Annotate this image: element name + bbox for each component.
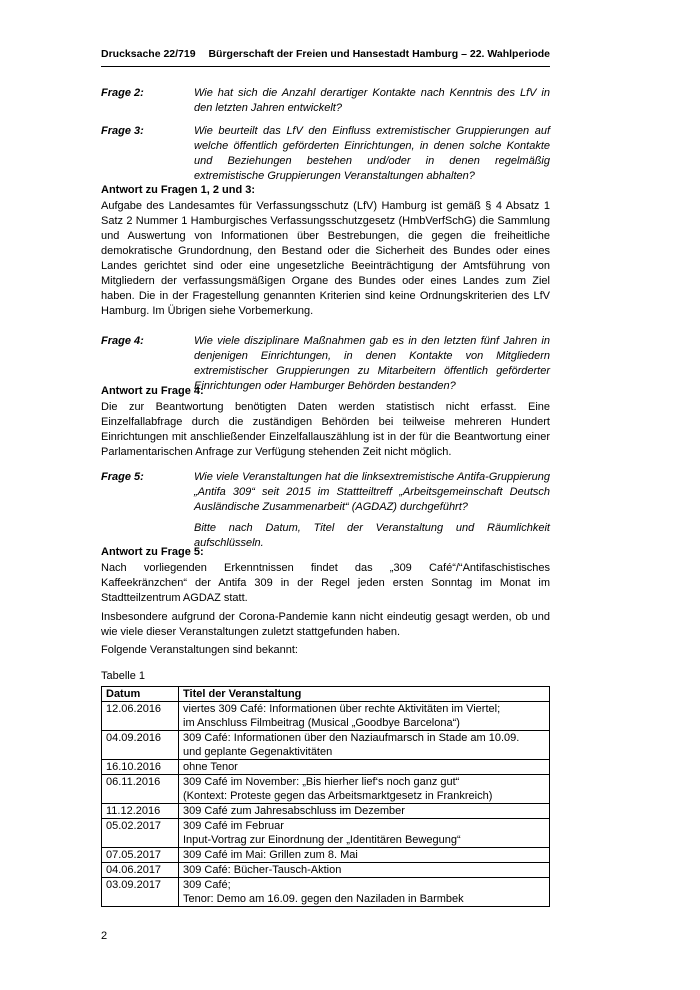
event-date: 04.09.2016 <box>102 731 179 760</box>
event-title: viertes 309 Café: Informationen über rechte Aktivitäten im Viertel; im Anschluss Filmbeitrag (Musical „Goodbye Barcelona“) <box>179 702 550 731</box>
event-title: ohne Tenor <box>179 760 550 775</box>
table-row <box>102 760 550 775</box>
table-caption: Tabelle 1 <box>101 670 146 682</box>
answer-1-3-text: Aufgabe des Landesamtes für Verfassungsschutz (LfV) Hamburg ist gemäß § 4 Absatz 1 Satz 2 Nummer 1 Hamburgisches Verfassungsschutzgesetz (HmbVerfSchG) die Sammlung und Auswertung von Informationen über Bestrebungen, die gegen die freiheitliche demokratische Grundordnung, den Bestand oder die Sicherheit des Bundes oder eines Landes gerichtet sind oder eine ungesetzliche Beeinträchtigung der Amtsführung von Mitgliedern der verfassungsmäßigen Organe des Bundes oder eines Landes zum Ziel haben. Die in der Fragestellung genannten Kriterien sind keine Ordnungskriterien des LfV Hamburg. Im Übrigen siehe Vorbemerkung. <box>101 200 550 317</box>
question-5-label: Frage 5: <box>101 471 144 483</box>
table-header-row <box>102 687 550 702</box>
event-date: 03.09.2017 <box>102 878 179 907</box>
event-date: 12.06.2016 <box>102 702 179 731</box>
event-date: 07.05.2017 <box>102 848 179 863</box>
answer-5-paragraph-2: Insbesondere aufgrund der Corona-Pandemie kann nicht eindeutig gesagt werden, ob und wie viele dieser Veranstaltungen zuletzt stattgefunden haben. <box>101 611 550 638</box>
answer-5-paragraph-3: Folgende Veranstaltungen sind bekannt: <box>101 644 298 656</box>
answer-5-paragraph-1: Nach vorliegenden Erkenntnissen findet das „309 Café“/“Antifaschistisches Kaffeekränzchen“ der Antifa 309 in der Regel jeden ersten Sonntag im Monat im Stadtteilzentrum AGDAZ statt. <box>101 562 550 604</box>
table-row <box>102 863 550 878</box>
column-header-date: Datum <box>102 687 179 702</box>
event-title: 309 Café im Mai: Grillen zum 8. Mai <box>179 848 550 863</box>
events-table <box>101 686 550 907</box>
event-title: 309 Café; Tenor: Demo am 16.09. gegen den Naziladen in Barmbek <box>179 878 550 907</box>
event-date: 11.12.2016 <box>102 804 179 819</box>
question-4-label: Frage 4: <box>101 335 144 347</box>
page-number: 2 <box>101 930 108 942</box>
event-date: 16.10.2016 <box>102 760 179 775</box>
question-3-label: Frage 3: <box>101 125 144 137</box>
page-header <box>101 48 550 67</box>
question-3-text: Wie beurteilt das LfV den Einfluss extremistischer Gruppierungen auf welche öffentlich geförderten Einrichtungen, in denen solche Kontakte und Beziehungen bestehen und/oder in denen regelmäßig extremistische Gruppierungen Veranstaltungen abhalten? <box>194 125 550 182</box>
table-row <box>102 878 550 907</box>
event-date: 06.11.2016 <box>102 775 179 804</box>
table-row <box>102 702 550 731</box>
answer-5-heading: Antwort zu Frage 5: <box>101 546 204 558</box>
event-title: 309 Café: Informationen über den Naziaufmarsch in Stade am 10.09. und geplante Gegenaktivitäten <box>179 731 550 760</box>
event-title: 309 Café zum Jahresabschluss im Dezember <box>179 804 550 819</box>
table-row <box>102 848 550 863</box>
event-title: 309 Café im Februar Input-Vortrag zur Einordnung der „Identitären Bewegung“ <box>179 819 550 848</box>
answer-1-3-heading: Antwort zu Fragen 1, 2 und 3: <box>101 184 256 196</box>
answer-4-heading: Antwort zu Frage 4: <box>101 385 204 397</box>
table-row <box>102 804 550 819</box>
question-5-text: Wie viele Veranstaltungen hat die linksextremistische Antifa-Gruppierung „Antifa 309“ seit 2015 im Stattteiltreff „Arbeitsgemeinschaft Deutsch Ausländische Zusammenarbeit“ (AGDAZ) durchgeführt? Bitte nach Datum, Titel der Veranstaltung und Räumlichkeit aufschlüsseln. <box>194 471 550 549</box>
table-row <box>102 819 550 848</box>
column-header-title: Titel der Veranstaltung <box>179 687 550 702</box>
question-2-text: Wie hat sich die Anzahl derartiger Kontakte nach Kenntnis des LfV in den letzten Jahren entwickelt? <box>194 87 550 114</box>
table-row <box>102 775 550 804</box>
question-4-text: Wie viele disziplinare Maßnahmen gab es in den letzten fünf Jahren in denjenigen Einrichtungen, in denen Kontakte von Mitgliedern extremistischer Gruppierungen zu Mitarbeitern öffentlich geförderter Einrichtungen oder Hamburger Behörden bestanden? <box>194 335 550 392</box>
question-5-subtext: Bitte nach Datum, Titel der Veranstaltung und Räumlichkeit aufschlüsseln. <box>194 522 550 549</box>
answer-4-text: Die zur Beantwortung benötigten Daten werden statistisch nicht erfasst. Eine Einzelfallabfrage durch die zuständigen Behörden bei teilweise mehreren Hundert Einrichtungen mit anschließender Einzelfallauszählung ist in der für die Beantwortung einer Parlamentarischen Anfrage zur Verfügung stehenden Zeit nicht möglich. <box>101 401 550 458</box>
table-row <box>102 731 550 760</box>
event-title: 309 Café im November: „Bis hierher lief‘s noch ganz gut“ (Kontext: Proteste gegen das Arbeitsmarktgesetz in Frankreich) <box>179 775 550 804</box>
event-title: 309 Café: Bücher-Tausch-Aktion <box>179 863 550 878</box>
document-number: Drucksache 22/719 <box>101 48 196 60</box>
event-date: 04.06.2017 <box>102 863 179 878</box>
event-date: 05.02.2017 <box>102 819 179 848</box>
question-2-label: Frage 2: <box>101 87 144 99</box>
parliament-title: Bürgerschaft der Freien und Hansestadt Hamburg – 22. Wahlperiode <box>208 48 550 60</box>
